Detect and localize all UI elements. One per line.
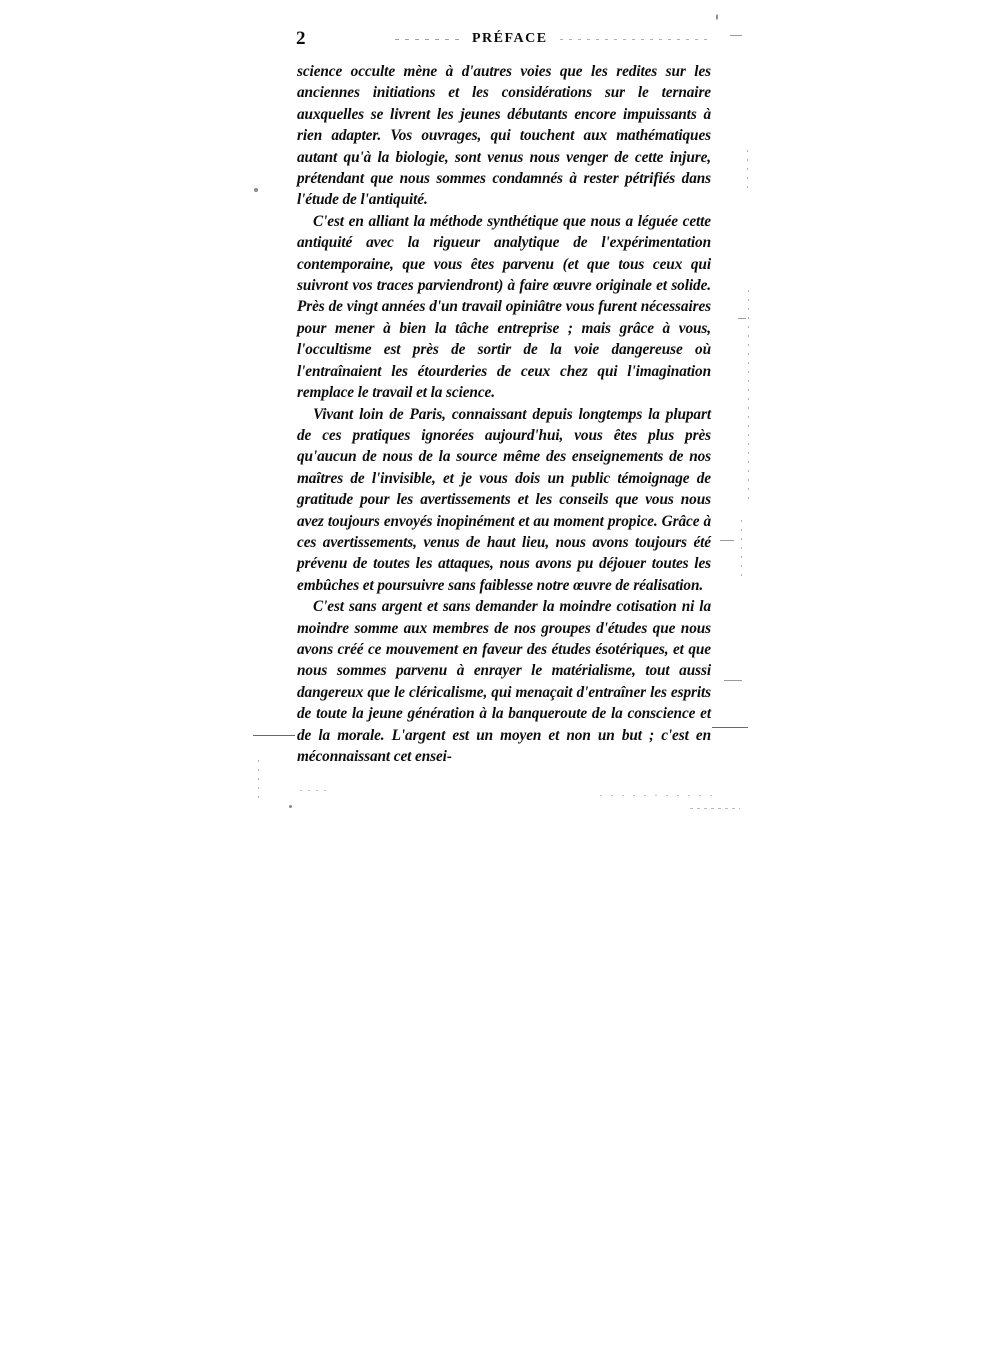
scan-dash xyxy=(600,795,720,796)
scan-speck xyxy=(254,188,258,192)
scan-column xyxy=(741,520,742,580)
paragraph-1: science occulte mène à d'autres voies que les redites sur les anciennes initiations et les considérations sur le ternaire auxquelles se livrent les jeunes débutants encore impuissants à rien adapter. Vos ouvrages, qui touchent aux mathématiques autant qu'à la biologie, sont venus nous venger de cette injure, prétendant que nous sommes condamnés à rester pétrifiés dans l'étude de l'antiquité. xyxy=(297,63,711,209)
running-title: PRÉFACE xyxy=(472,31,548,46)
paragraph-2: C'est en alliant la méthode synthétique que nous a léguée cette antiquité avec la rigueur analytique de l'expérimentation contemporaine, que vous êtes parvenu (et que tous ceux qui suivront vos traces parviendront) à faire œuvre originale et solide. Près de vingt années d'un travail opiniâtre vous furent nécessaires pour mener à bien la tâche entreprise ; mais grâce à vous, l'occultisme est près de sortir de la voie dangereuse où l'entraînaient les étourderies de ceux chez qui l'imagination remplace le travail et la science. xyxy=(297,212,711,402)
scan-dash xyxy=(690,808,740,809)
scan-column xyxy=(748,290,749,500)
scan-dash xyxy=(724,680,742,681)
scan-dash xyxy=(712,727,748,728)
scan-dash xyxy=(730,35,742,36)
page-number: 2 xyxy=(296,28,306,49)
scan-dash xyxy=(395,39,465,40)
scan-dash xyxy=(253,735,295,736)
scan-speck xyxy=(716,14,718,20)
scan-dash xyxy=(720,540,734,541)
scan-dash xyxy=(738,318,746,319)
scan-speck xyxy=(289,805,292,808)
scan-dash xyxy=(300,790,330,791)
paragraph-3: Vivant loin de Paris, connaissant depuis longtemps la plupart de ces pratiques ignorées aujourd'hui, vous êtes plus près qu'aucun de nous de la source même des enseignements de nos maîtres de l'invisible, et je vous dois un public témoignage de gratitude pour les avertissements et les conseils que vous nous avez toujours envoyés inopinément et au moment propice. Grâce à ces avertissements, venus de haut lieu, nous avons toujours été prévenu de toutes les attaques, nous avons pu déjouer toutes les embûches et poursuivre sans faiblesse notre œuvre de réalisation. xyxy=(297,405,711,594)
scan-column xyxy=(747,150,748,190)
paragraph-4: C'est sans argent et sans demander la moindre cotisation ni la moindre somme aux membres de nos groupes d'études que nous avons créé ce mouvement en faveur des études ésotériques, et que nous sommes parvenu à enrayer le matérialisme, tout aussi dangereux que le cléricalisme, qui menaçait d'entraîner les esprits de toute la jeune génération à la banqueroute de la conscience et de la morale. L'argent est un moyen et non un but ; c'est en méconnaissant cet ensei- xyxy=(297,598,711,765)
scan-dash xyxy=(560,39,710,40)
body-text xyxy=(297,61,711,767)
running-head xyxy=(296,28,716,52)
scan-column xyxy=(258,760,259,805)
